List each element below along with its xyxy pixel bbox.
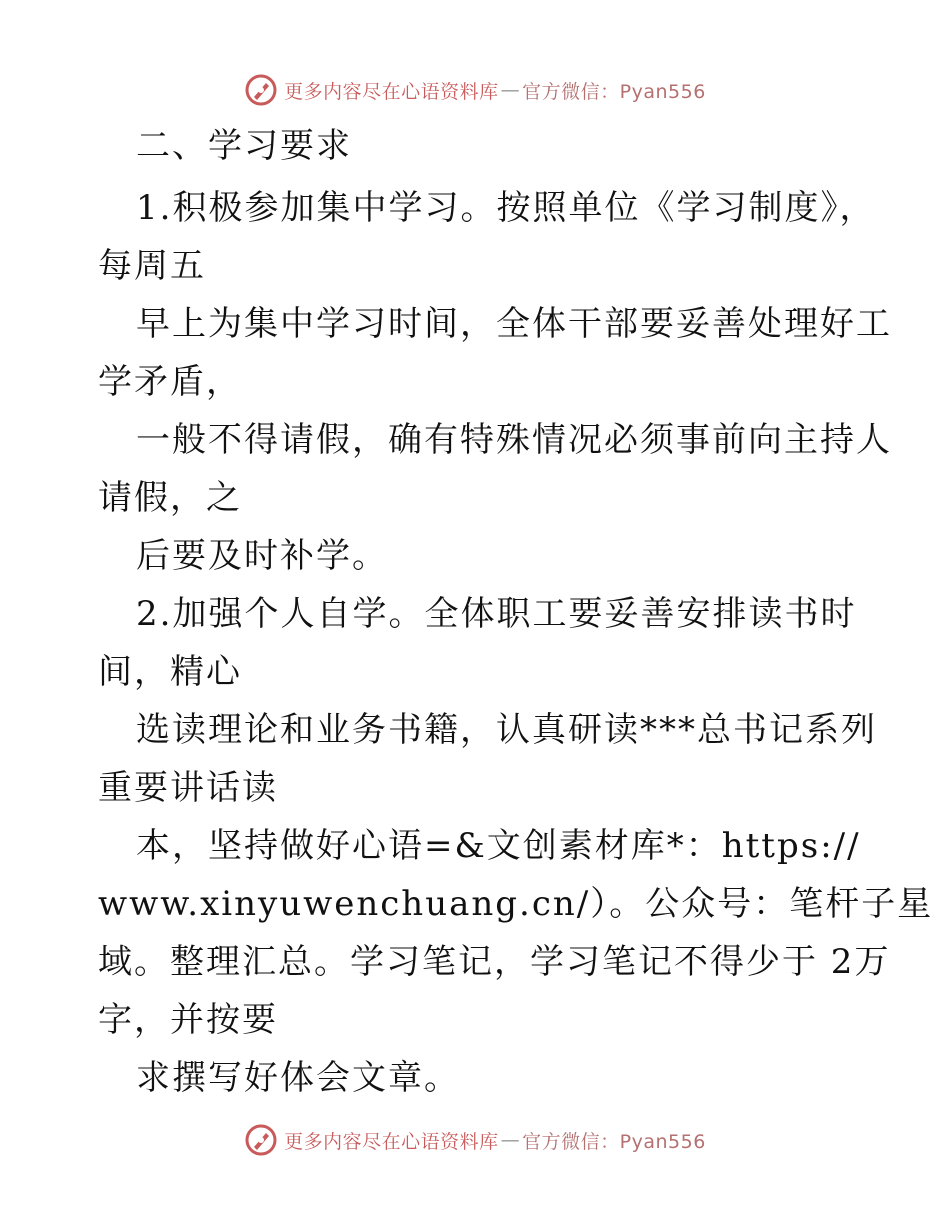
paragraph-line: 字，并按要 bbox=[98, 1000, 278, 1040]
paragraph-line: 域。整理汇总。学习笔记，学习笔记不得少于 2万 bbox=[98, 942, 891, 982]
paragraph-line: 间，精心 bbox=[98, 652, 242, 692]
paragraph-line: 一般不得请假，确有特殊情况必须事前向主持人 bbox=[136, 420, 892, 460]
watermark-main-text: 更多内容尽在心语资料库 bbox=[284, 1130, 499, 1153]
paragraph-line: 2.加强个人自学。全体职工要妥善安排读书时 bbox=[136, 594, 857, 634]
paragraph-line: 本，坚持做好心语=&文创素材库*：https:// bbox=[136, 826, 861, 866]
watermark-suffix-text: 官方微信：Pyan556 bbox=[522, 80, 706, 103]
watermark-main-text: 更多内容尽在心语资料库 bbox=[284, 80, 499, 103]
paragraph-line: www.xinyuwenchuang.cn/）。公众号：笔杆子星 bbox=[98, 884, 934, 924]
paragraph-line: 后要及时补学。 bbox=[136, 536, 388, 576]
header-watermark bbox=[0, 70, 950, 110]
pen-logo-icon bbox=[244, 73, 278, 107]
section-heading: 二、学习要求 bbox=[136, 126, 352, 166]
watermark-suffix-text: 官方微信：Pyan556 bbox=[522, 1130, 706, 1153]
watermark-separator: — bbox=[500, 1129, 521, 1151]
paragraph-line: 每周五 bbox=[98, 246, 206, 286]
paragraph-line: 请假，之 bbox=[98, 478, 242, 518]
footer-watermark bbox=[0, 1120, 950, 1160]
paragraph-line: 早上为集中学习时间，全体干部要妥善处理好工 bbox=[136, 304, 892, 344]
paragraph-line: 选读理论和业务书籍，认真研读***总书记系列 bbox=[136, 710, 877, 750]
paragraph-line: 学矛盾， bbox=[98, 362, 242, 402]
pen-logo-icon bbox=[244, 1123, 278, 1157]
paragraph-line: 1.积极参加集中学习。按照单位《学习制度》， bbox=[136, 188, 876, 228]
paragraph-line: 求撰写好体会文章。 bbox=[136, 1058, 460, 1098]
paragraph-line: 重要讲话读 bbox=[98, 768, 278, 808]
watermark-separator: — bbox=[500, 79, 521, 101]
